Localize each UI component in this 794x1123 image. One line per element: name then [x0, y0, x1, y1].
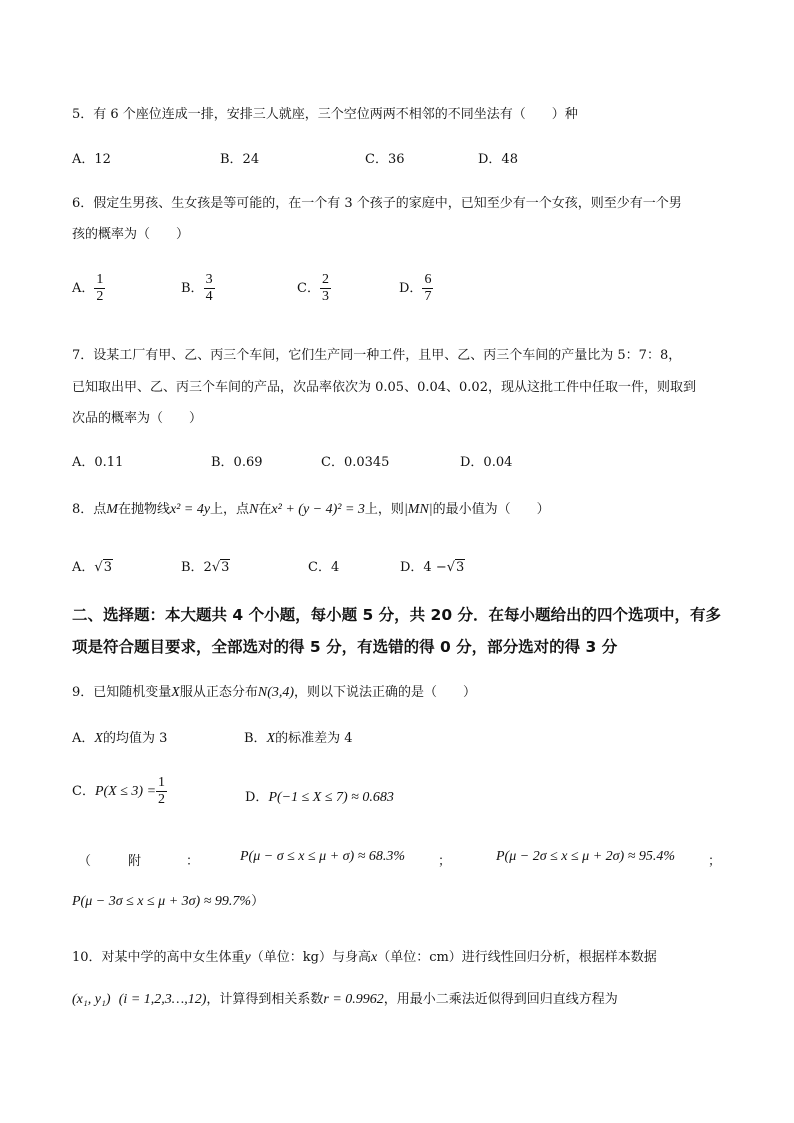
q8-option-b: B．2√3: [181, 560, 230, 575]
note-line2: P(μ − 3σ ≤ x ≤ μ + 3σ) ≈ 99.7%）: [72, 894, 265, 909]
section-heading-line2: 项是符合题目要求，全部选对的得 5 分，有选错的得 0 分，部分选对的得 3 分: [72, 638, 618, 656]
sample-pair: (x₁, y₁): [72, 992, 111, 1007]
note-semicolon-2: ；: [708, 854, 722, 869]
q9-stem: 9．已知随机变量X服从正态分布N(3,4)，则以下说法正确的是（ ）: [72, 685, 477, 700]
q8-option-c: C．4: [308, 560, 340, 575]
correlation-coefficient: r = 0.9962: [323, 992, 384, 1007]
fraction: $\frac{2}{3}$: [321, 272, 329, 304]
q7-option-d: D．0.04: [460, 455, 513, 470]
q6-stem-line1: 6．假定生男孩、生女孩是等可能的，在一个有 3 个孩子的家庭中，已知至少有一个女孩，则至少有一个男: [72, 196, 682, 211]
q8-option-a: A．√3: [72, 560, 112, 575]
note-formula-2: P(μ − 2σ ≤ x ≤ μ + 2σ) ≈ 95.4%: [496, 849, 676, 864]
q9-option-a: A．X的均值为 3: [72, 731, 168, 746]
note-open-paren: （: [78, 854, 92, 869]
q7-stem-line1: 7．设某工厂有甲、乙、丙三个车间，它们生产同一种工件，且甲、乙、丙三个车间的产量比为 5：7：8，: [72, 348, 682, 363]
q9-option-b: B．X的标准差为 4: [244, 731, 353, 746]
q10-line2: (x₁, y₁) (i = 1,2,3…,12)，计算得到相关系数r = 0.9962，用最小二乘法近似得到回归直线方程为: [72, 992, 618, 1007]
q5-option-a: A．12: [72, 152, 111, 167]
q5-option-b: B．24: [220, 152, 260, 167]
normal-distribution: N(3,4): [257, 685, 295, 700]
q6-stem-line2: 孩的概率为（ ）: [72, 227, 190, 242]
q5-stem: 5．有 6 个座位连成一排，安排三人就座，三个空位两两不相邻的不同坐法有（ ）种: [72, 107, 578, 122]
circle-equation: x² + (y − 4)² = 3: [271, 502, 365, 517]
fraction: $\frac{1}{2}$: [158, 775, 166, 807]
q6-option-b: B． $\frac{3}{4}$: [181, 272, 213, 304]
q7-stem-line3: 次品的概率为（ ）: [72, 411, 203, 426]
fraction: $\frac{6}{7}$: [424, 272, 432, 304]
note-fu-label: 附: [128, 854, 142, 869]
q8-stem: 8．点M在抛物线x² = 4y上，点N在x² + (y − 4)² = 3上，则|MN|的最小值为（ ）: [72, 502, 550, 517]
q9-option-c: C．P(X ≤ 3) = $\frac{1}{2}$: [72, 775, 166, 807]
q8-option-d: D．4 −√3: [400, 560, 465, 575]
fraction: $\frac{1}{2}$: [96, 272, 104, 304]
q7-option-c: C．0.0345: [321, 455, 390, 470]
note-formula-1: P(μ − σ ≤ x ≤ μ + σ) ≈ 68.3%: [240, 849, 406, 864]
q6-option-a: A． $\frac{1}{2}$: [72, 272, 104, 304]
note-formula-3: P(μ − 3σ ≤ x ≤ μ + 3σ) ≈ 99.7%: [72, 894, 252, 909]
distance-mn: |MN|: [403, 502, 433, 517]
q5-option-d: D．48: [478, 152, 518, 167]
q7-stem-line2: 已知取出甲、乙、丙三个车间的产品，次品率依次为 0.05、0.04、0.02，现从这批工件中任取一件，则取到: [72, 380, 696, 395]
q5-option-c: C．36: [365, 152, 405, 167]
section-heading-line1: 二、选择题：本大题共 4 个小题，每小题 5 分，共 20 分．在每小题给出的四个选项中，有多: [72, 606, 722, 624]
q10-line1: 10．对某中学的高中女生体重y（单位：kg）与身高x（单位：cm）进行线性回归分析，根据样本数据: [72, 950, 657, 965]
q7-option-b: B．0.69: [211, 455, 263, 470]
q6-option-d: D． $\frac{6}{7}$: [399, 272, 432, 304]
q6-option-c: C． $\frac{2}{3}$: [297, 272, 329, 304]
q9-option-d: D．P(−1 ≤ X ≤ 7) ≈ 0.683: [245, 790, 394, 805]
parabola-equation: x² = 4y: [169, 502, 211, 517]
index-range: (i = 1,2,3…,12): [118, 992, 207, 1007]
note-semicolon-1: ；: [438, 854, 452, 869]
q7-option-a: A．0.11: [72, 455, 124, 470]
note-colon: ：: [186, 854, 200, 869]
fraction: $\frac{3}{4}$: [205, 272, 213, 304]
